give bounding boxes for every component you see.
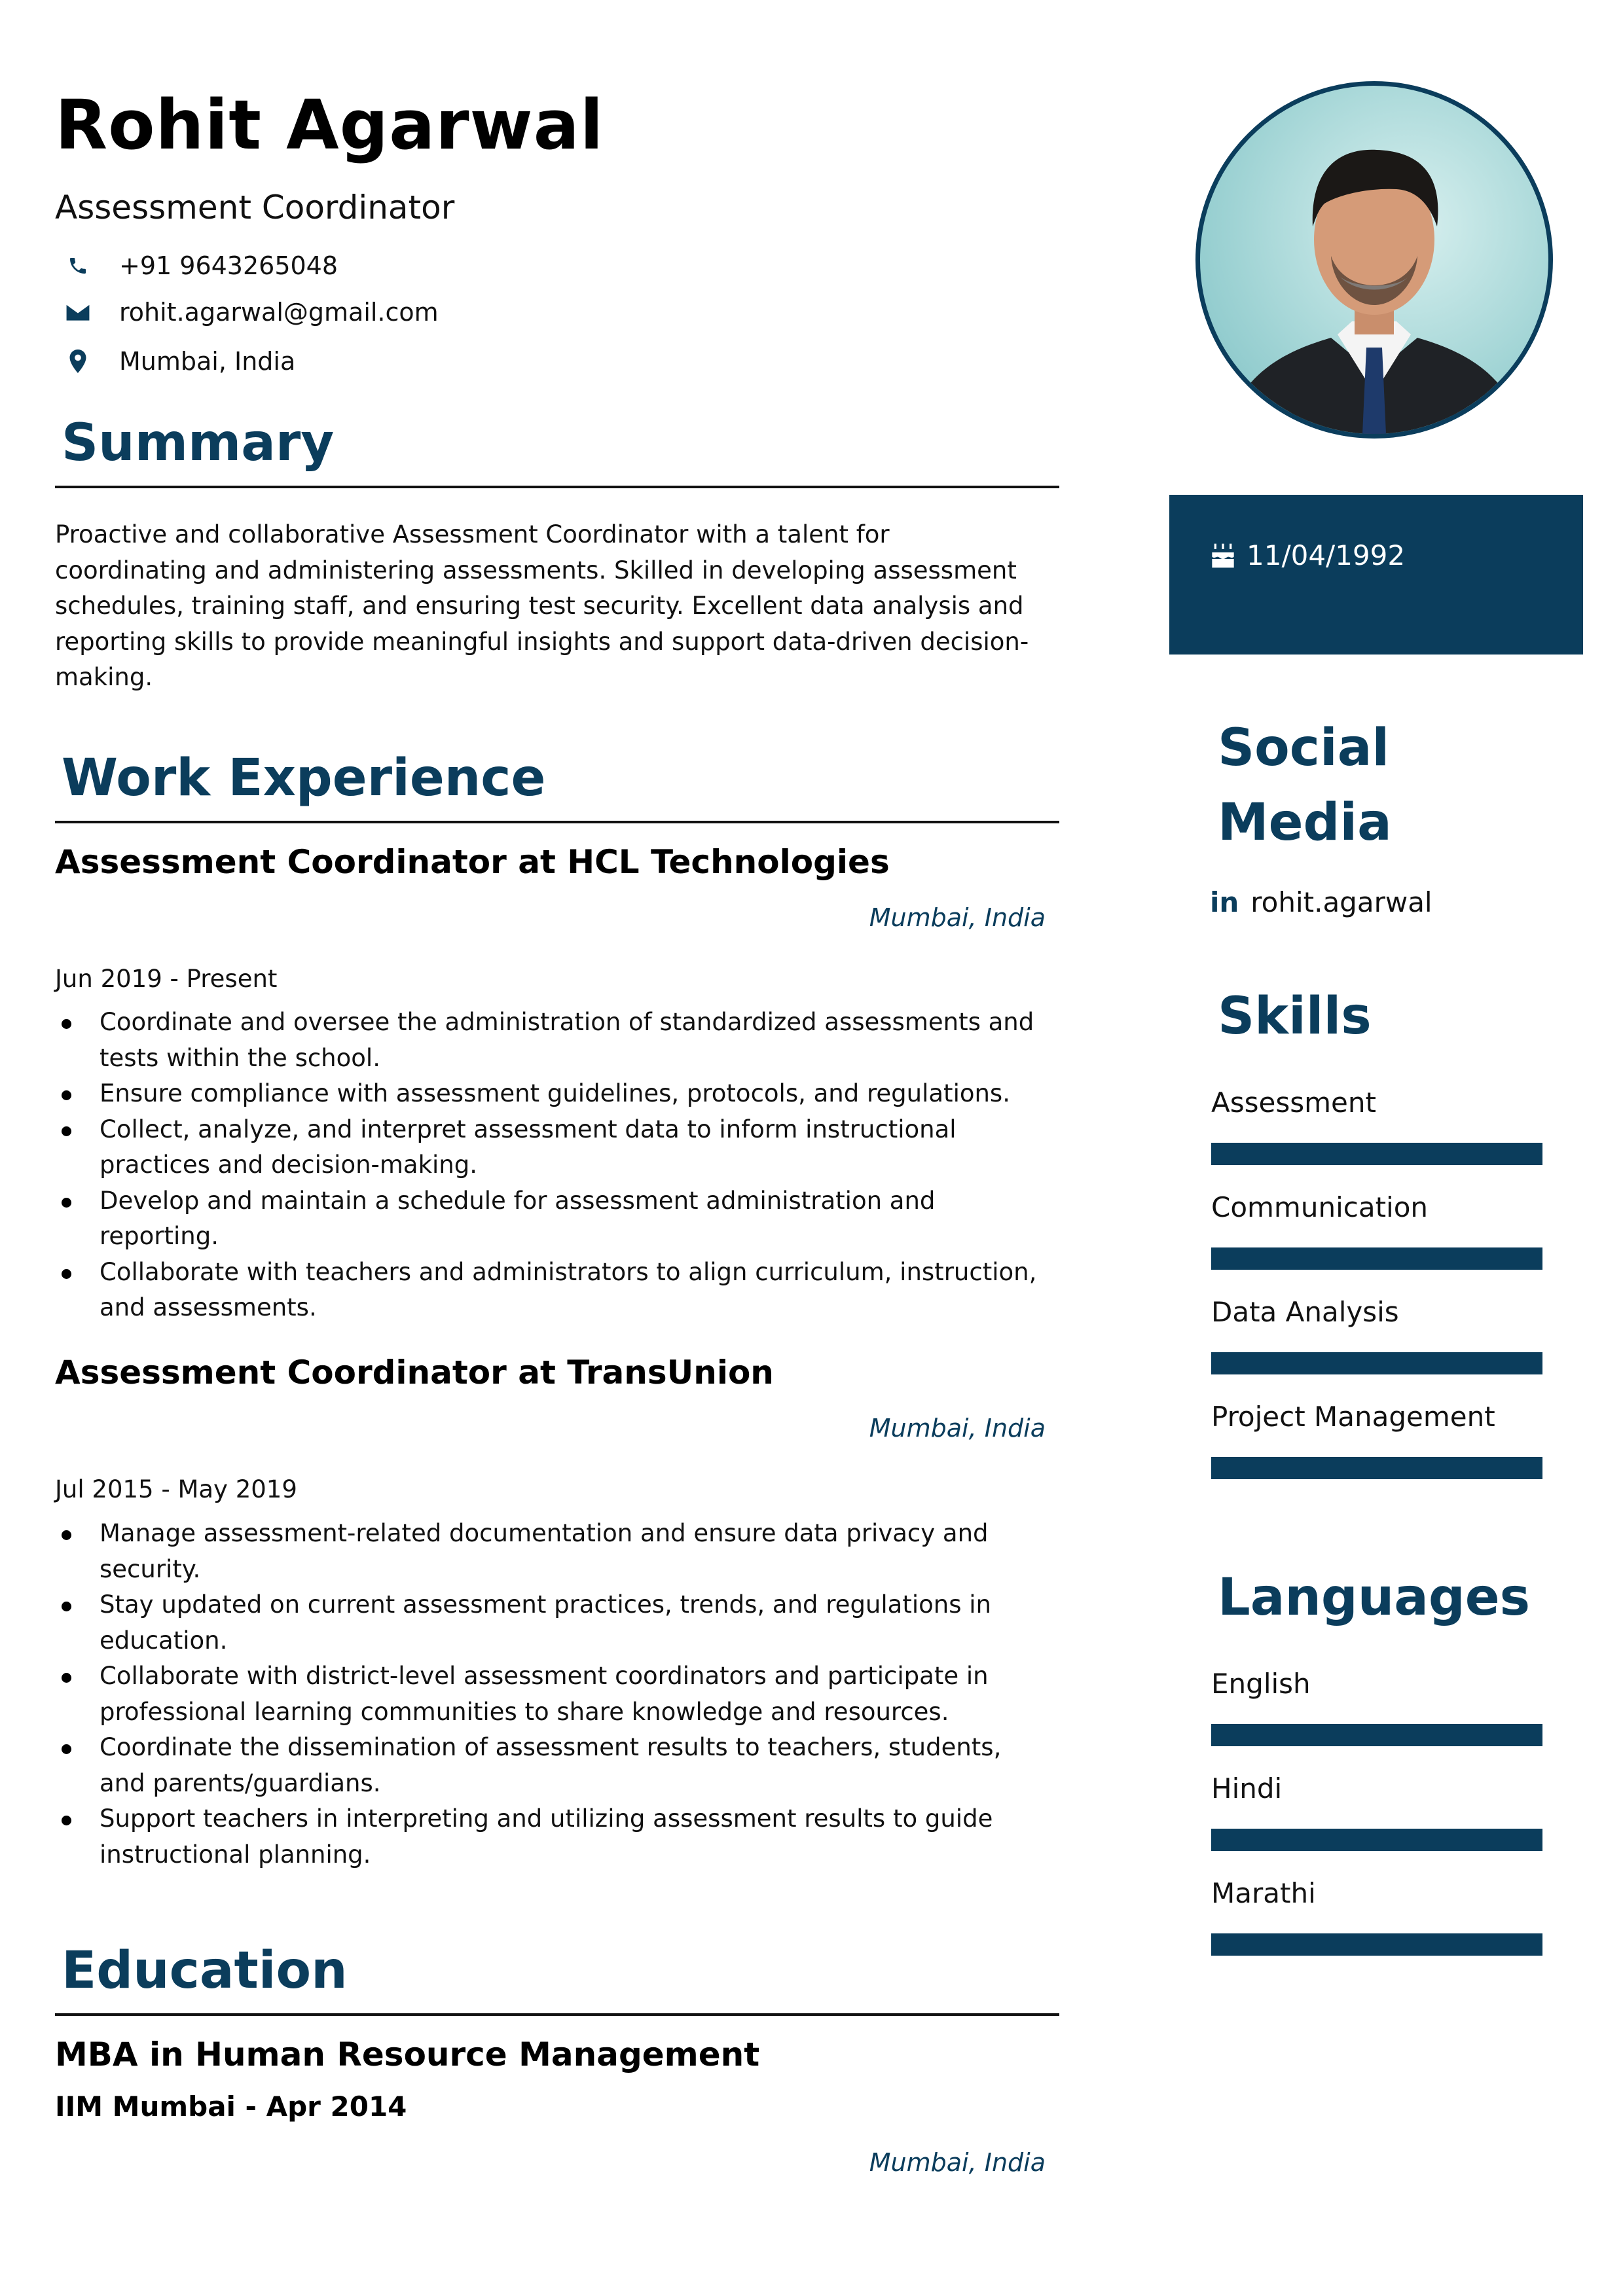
- bullet-item: Stay updated on current assessment practices, trends, and regulations in education.: [55, 1587, 1070, 1659]
- skill-label: Data Analysis: [1211, 1296, 1399, 1328]
- linkedin-handle[interactable]: rohit.agarwal: [1250, 886, 1432, 918]
- skill-label: Assessment: [1211, 1086, 1376, 1119]
- language-label: English: [1211, 1668, 1311, 1700]
- bullet-item: Collaborate with teachers and administrators to align curriculum, instruction, and assessments.: [55, 1255, 1070, 1326]
- job-dates: Jul 2015 - May 2019: [55, 1475, 297, 1503]
- social-title-line: Social: [1218, 719, 1390, 778]
- education-degree: MBA in Human Resource Management: [55, 2036, 760, 2073]
- job-location: Mumbai, India: [869, 903, 1046, 932]
- summary-text: [55, 517, 1063, 696]
- bullet-item: Collaborate with district-level assessment coordinators and participate in professional learning communities to share knowledge and resources.: [55, 1659, 1070, 1730]
- person-portrait-icon: [1200, 86, 1548, 434]
- language-bar: [1211, 1933, 1542, 1956]
- bullet-item: Coordinate and oversee the administration of standardized assessments and tests within the school.: [55, 1005, 1070, 1076]
- job-bullets: [55, 1005, 1070, 1326]
- bullet-item: Ensure compliance with assessment guidelines, protocols, and regulations.: [55, 1076, 1070, 1112]
- language-label: Marathi: [1211, 1877, 1316, 1909]
- social-media-heading: [1218, 711, 1392, 860]
- phone-text: +91 9643265048: [119, 251, 338, 280]
- birthday-cake-icon: [1210, 543, 1236, 569]
- summary-divider: [55, 486, 1059, 488]
- languages-heading: Languages: [1218, 1568, 1531, 1627]
- job-bullets: [55, 1516, 1070, 1873]
- language-bar: [1211, 1724, 1542, 1746]
- linkedin-link[interactable]: [1210, 886, 1432, 918]
- language-bar: [1211, 1829, 1542, 1851]
- skill-bar: [1211, 1457, 1542, 1479]
- contact-location: [55, 347, 295, 376]
- profile-photo: [1195, 81, 1553, 439]
- education-location: Mumbai, India: [869, 2148, 1046, 2177]
- contact-phone: [55, 251, 338, 280]
- candidate-role: Assessment Coordinator: [55, 188, 455, 226]
- dob-text: 11/04/1992: [1247, 539, 1406, 571]
- skill-bar: [1211, 1352, 1542, 1374]
- location-text: Mumbai, India: [119, 347, 296, 376]
- summary-line: Proactive and collaborative Assessment Coordinator with a talent for: [55, 520, 890, 548]
- job-title: Assessment Coordinator at TransUnion: [55, 1354, 774, 1391]
- skill-label: Communication: [1211, 1191, 1429, 1223]
- education-heading: Education: [62, 1941, 348, 2000]
- bullet-item: Coordinate the dissemination of assessment results to teachers, students, and parents/guardians.: [55, 1730, 1070, 1801]
- education-divider: [55, 2013, 1059, 2016]
- summary-line: coordinating and administering assessments. Skilled in developing assessment: [55, 556, 1017, 584]
- dob-panel: [1169, 495, 1583, 655]
- skill-bar: [1211, 1143, 1542, 1165]
- map-pin-icon: [55, 350, 101, 373]
- social-title-line: Media: [1218, 793, 1392, 852]
- email-text[interactable]: rohit.agarwal@gmail.com: [119, 298, 439, 327]
- contact-email: [55, 298, 439, 327]
- date-of-birth: [1210, 539, 1405, 571]
- skill-label: Project Management: [1211, 1401, 1495, 1433]
- summary-line: making.: [55, 663, 153, 691]
- phone-icon: [55, 255, 101, 276]
- job-location: Mumbai, India: [869, 1414, 1046, 1443]
- job-dates: Jun 2019 - Present: [55, 965, 278, 993]
- summary-line: reporting skills to provide meaningful insights and support data-driven decision-: [55, 627, 1029, 656]
- language-label: Hindi: [1211, 1772, 1283, 1804]
- summary-line: schedules, training staff, and ensuring test security. Excellent data analysis and: [55, 592, 1024, 620]
- work-divider: [55, 821, 1059, 823]
- bullet-item: Support teachers in interpreting and utilizing assessment results to guide instructional planning.: [55, 1801, 1070, 1873]
- candidate-name: Rohit Agarwal: [55, 85, 604, 165]
- skills-heading: Skills: [1218, 987, 1372, 1046]
- summary-heading: Summary: [62, 414, 335, 473]
- job-title: Assessment Coordinator at HCL Technologies: [55, 843, 890, 881]
- work-heading: Work Experience: [62, 749, 546, 808]
- envelope-icon: [55, 302, 101, 322]
- linkedin-icon: in: [1210, 886, 1239, 918]
- bullet-item: Collect, analyze, and interpret assessment data to inform instructional practices and decision-making.: [55, 1112, 1070, 1183]
- skill-bar: [1211, 1247, 1542, 1270]
- education-school: IIM Mumbai - Apr 2014: [55, 2090, 407, 2123]
- bullet-item: Manage assessment-related documentation and ensure data privacy and security.: [55, 1516, 1070, 1587]
- bullet-item: Develop and maintain a schedule for assessment administration and reporting.: [55, 1183, 1070, 1255]
